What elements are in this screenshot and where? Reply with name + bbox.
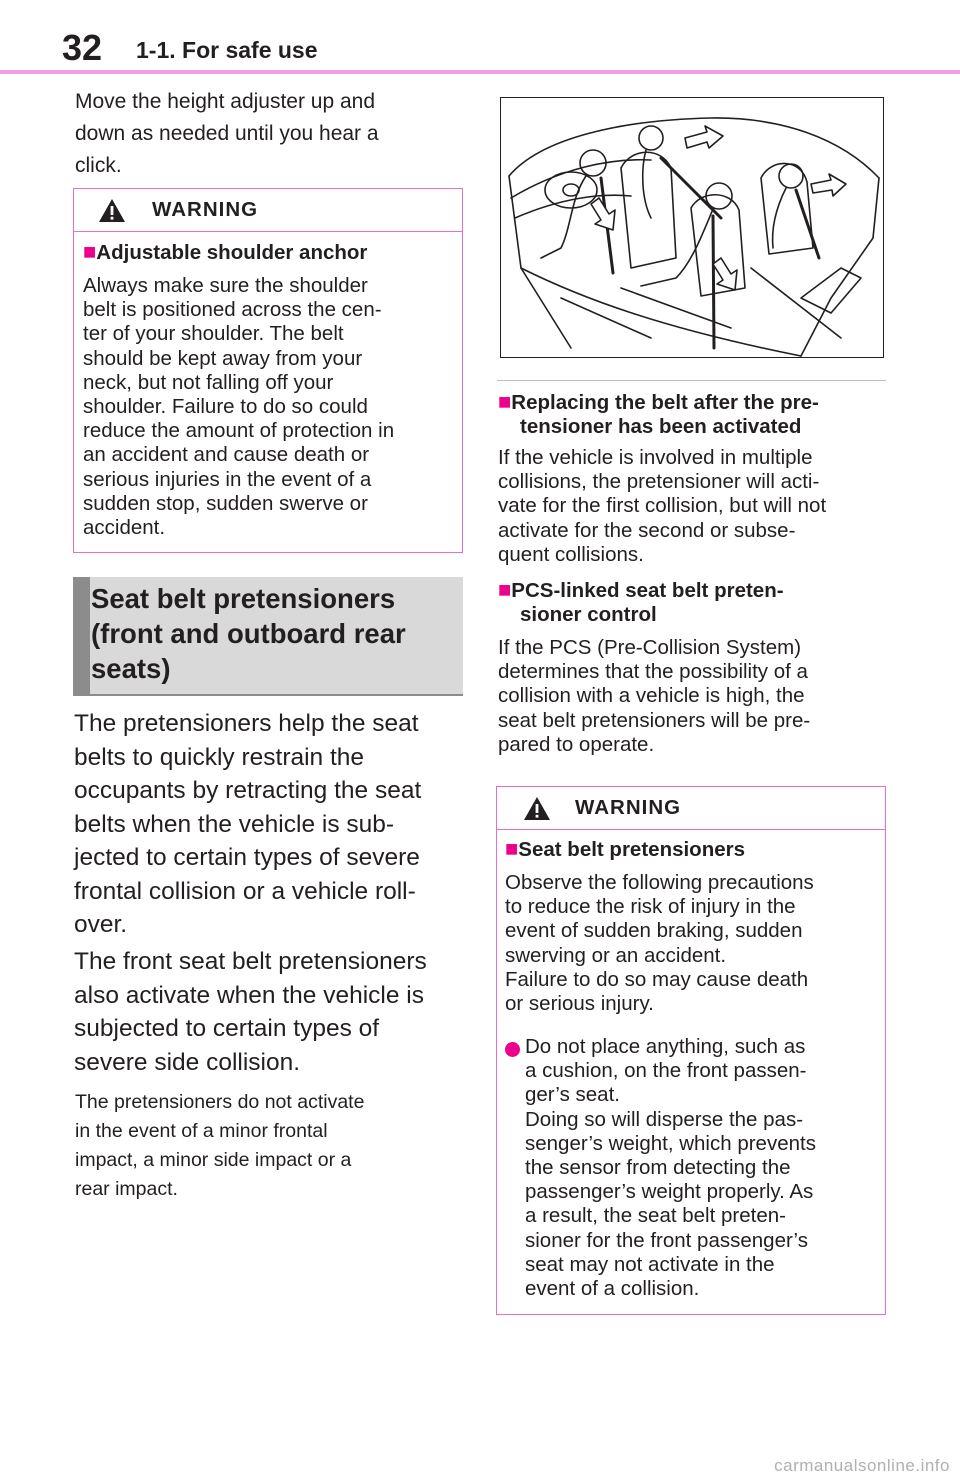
replacing-heading: ■Replacing the belt after the pre- tensioner has been activated <box>498 389 819 438</box>
square-bullet-icon: ■ <box>505 836 519 861</box>
pretensioner-note: The pretensioners do not activate in the event of a minor frontal impact, a minor side impact or a rear impact. <box>75 1091 365 1200</box>
warning-box-pretensioners <box>496 786 886 1315</box>
section-title: 1-1. For safe use <box>136 37 318 63</box>
pretensioner-paragraph-2: The front seat belt pretensioners also activate when the vehicle is subjected to certain types of severe side collision. <box>74 948 427 1076</box>
warning-subheading: ■Seat belt pretensioners <box>505 836 746 861</box>
warning-header <box>497 787 885 830</box>
warning-body: Always make sure the shoulder belt is positioned across the cen- ter of your shoulder. The belt should be kept away from your neck, but not falling off your shoulder. Failure to do so could reduce the amount of protection in an accident and cause death or serious injuries in the event of a sudden stop, sudden swerve or accident. <box>83 274 395 540</box>
warning-bullet-text: Do not place anything, such as a cushion, on the front passen- ger’s seat. Doing so will disperse the pas- senger’s weight, which prevents the sensor from detecting the passenger’s weight properly. As a result, the seat belt preten- sioner for the front passenger’s seat may not activate in the event of a collision. <box>525 1035 816 1301</box>
square-bullet-icon: ■ <box>498 577 512 602</box>
page-number: 32 <box>62 27 103 68</box>
watermark: carmanualsonline.info <box>774 1456 950 1475</box>
warning-label: WARNING <box>575 796 682 819</box>
square-bullet-icon: ■ <box>83 239 97 264</box>
warning-triangle-icon <box>523 796 551 821</box>
divider-rule <box>497 380 886 381</box>
warning-box-shoulder-anchor <box>73 188 463 553</box>
pcs-heading: ■PCS-linked seat belt preten- sioner control <box>498 577 784 626</box>
circle-bullet-icon <box>505 1042 520 1062</box>
warning-triangle-icon <box>98 198 126 223</box>
seat-belt-illustration <box>500 97 884 358</box>
header-rule <box>0 70 960 74</box>
vehicle-interior-drawing <box>501 98 884 358</box>
warning-label: WARNING <box>152 198 259 221</box>
replacing-body: If the vehicle is involved in multiple collisions, the pretensioner will acti- vate for the first collision, but will not activate for the second or subse- quent collisions. <box>498 446 827 566</box>
pretensioner-paragraph-1: The pretensioners help the seat belts to quickly restrain the occupants by retracting the seat belts when the vehicle is sub- jected to certain types of severe frontal collision or a vehicle roll- over. <box>74 710 422 938</box>
warning-body: Observe the following precautions to reduce the risk of injury in the event of sudden braking, sudden swerving or an accident. Failure to do so may cause death or serious injury. <box>505 871 814 1016</box>
warning-header <box>74 189 462 232</box>
intro-paragraph: Move the height adjuster up and down as needed until you hear a click. <box>75 90 379 177</box>
pcs-body: If the PCS (Pre-Collision System) determines that the possibility of a collision with a vehicle is high, the seat belt pretensioners will be pre- pared to operate. <box>498 636 811 756</box>
square-bullet-icon: ■ <box>498 389 512 414</box>
section-heading: Seat belt pretensioners (front and outboard rear seats) <box>73 577 463 696</box>
warning-subheading: ■Adjustable shoulder anchor <box>83 239 368 264</box>
